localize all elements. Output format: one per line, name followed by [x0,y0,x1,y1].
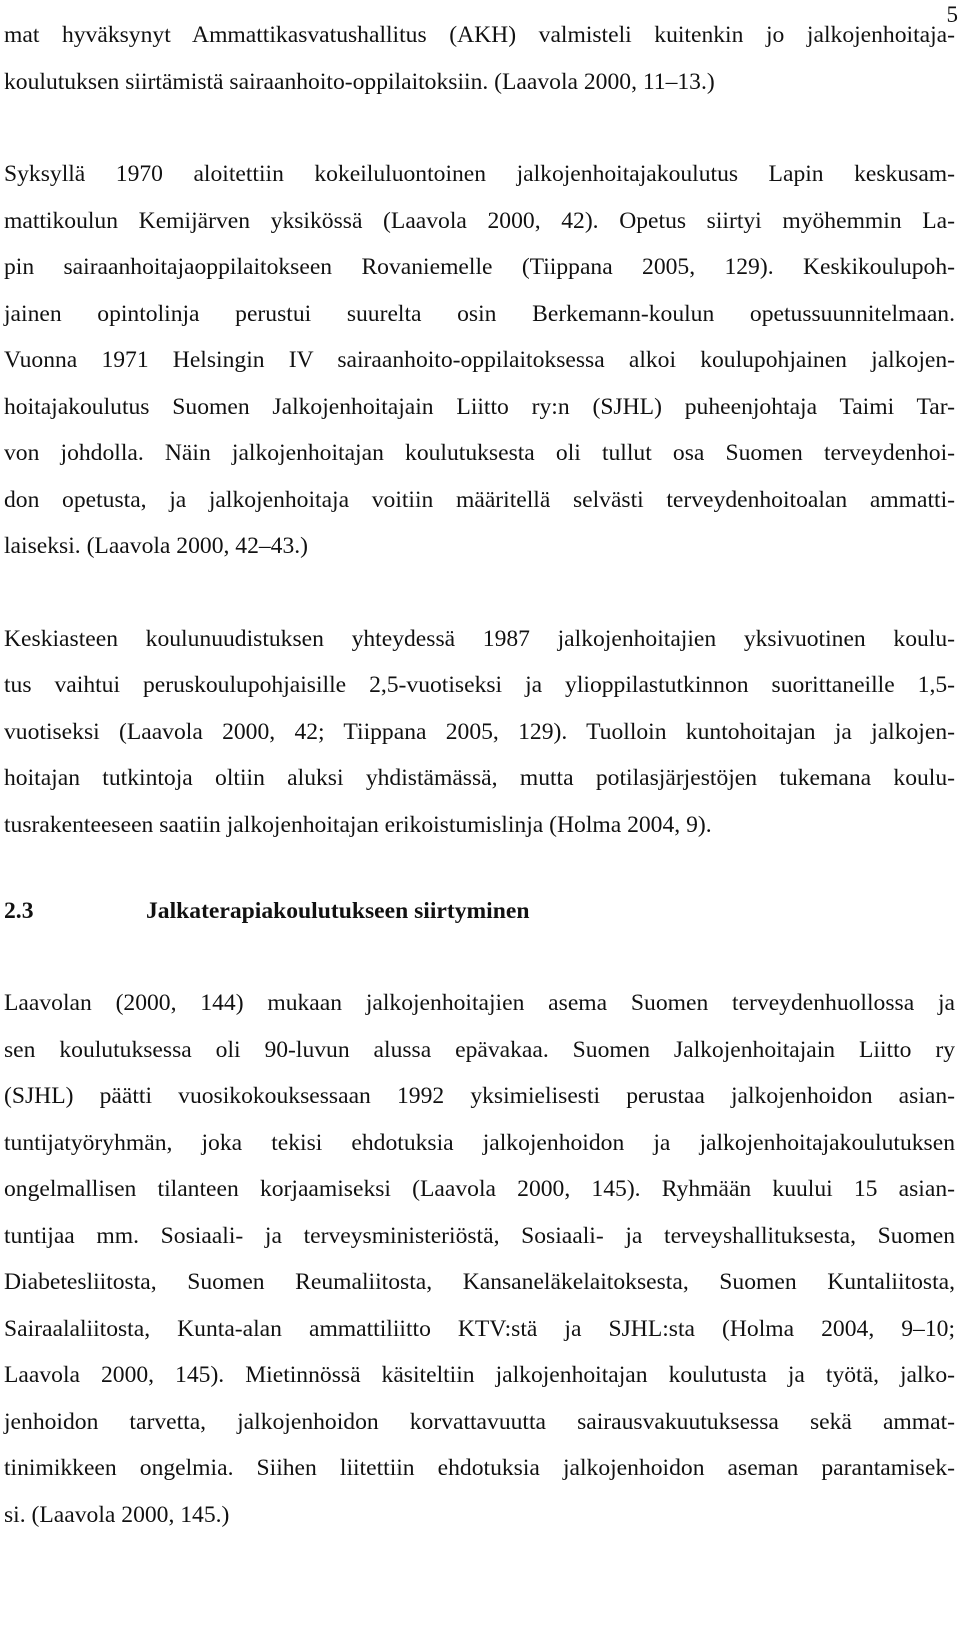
text-line: mat hyväksynyt Ammattikasvatushallitus (AKH) valmisteli kuitenkin jo jalkojenhoitaja- [4,22,955,48]
text-line: (SJHL) päätti vuosikokouksessaan 1992 yksimielisesti perustaa jalkojenhoidon asian- [4,1083,955,1109]
paragraph-lapin-koulutus [4,151,955,570]
section-title: Jalkaterapiakoulutukseen siirtyminen [146,898,530,924]
text-line: don opetusta, ja jalkojenhoitaja voitiin määritellä selvästi terveydenhoitoalan ammatti- [4,486,955,513]
text-line: Diabetesliitosta, Suomen Reumaliitosta, Kansaneläkelaitoksesta, Suomen Kuntaliitosta, [4,1269,955,1295]
text-line: hoitajan tutkintoja oltiin aluksi yhdistämässä, mutta potilasjärjestöjen tukemana koulu- [4,765,955,791]
text-line: mattikoulun Kemijärven yksikössä (Laavola 2000, 42). Opetus siirtyi myöhemmin La- [4,207,955,234]
paragraph-continuation [4,12,955,105]
text-line: vuotiseksi (Laavola 2000, 42; Tiippana 2005, 129). Tuolloin kuntohoitajan ja jalkojen- [4,718,955,745]
page-number: 5 [946,2,958,27]
text-line: Laavolan (2000, 144) mukaan jalkojenhoitajien asema Suomen terveydenhuollossa ja [4,990,955,1016]
text-line: sen koulutuksessa oli 90-luvun alussa epävakaa. Suomen Jalkojenhoitajain Liitto ry [4,1036,955,1063]
text-line: tuntijatyöryhmän, joka tekisi ehdotuksia jalkojenhoidon ja jalkojenhoitajakoulutuksen [4,1129,955,1156]
text-line: tuntijaa mm. Sosiaali- ja terveysministeriöstä, Sosiaali- ja terveyshallituksesta, Suomen [4,1222,955,1249]
text-line: tusrakenteeseen saatiin jalkojenhoitajan erikoistumislinja (Holma 2004, 9). [4,811,712,838]
text-line: koulutuksen siirtämistä sairaanhoito-oppilaitoksiin. (Laavola 2000, 11–13.) [4,68,715,95]
text-line: pin sairaanhoitajaoppilaitokseen Rovaniemelle (Tiippana 2005, 129). Keskikoulupoh- [4,254,955,280]
text-line: von johdolla. Näin jalkojenhoitajan koulutuksesta oli tullut osa Suomen terveydenhoi- [4,440,955,466]
text-line: Keskiasteen koulunuudistuksen yhteydessä 1987 jalkojenhoitajien yksivuotinen koulu- [4,625,955,652]
text-line: tus vaihtui peruskoulupohjaisille 2,5-vuotiseksi ja ylioppilastutkinnon suorittaneille 1,5- [4,672,955,698]
section-number: 2.3 [4,898,34,924]
paragraph-asiantuntijatyoryhma [4,980,955,1538]
text-line: laiseksi. (Laavola 2000, 42–43.) [4,533,309,559]
document-body [4,12,955,1538]
text-line: Laavola 2000, 145). Mietinnössä käsiteltiin jalkojenhoitajan koulutusta ja työtä, jalko- [4,1362,955,1388]
text-line: ongelmallisen tilanteen korjaamiseksi (Laavola 2000, 145). Ryhmään kuului 15 asian- [4,1176,955,1202]
paragraph-keskiasteen-uudistus [4,616,955,849]
text-line: jainen opintolinja perustui suurelta osin Berkemann-koulun opetussuunnitelmaan. [4,300,955,327]
text-line: hoitajakoulutus Suomen Jalkojenhoitajain Liitto ry:n (SJHL) puheenjohtaja Taimi Tar- [4,393,955,420]
text-line: si. (Laavola 2000, 145.) [4,1501,230,1528]
section-heading [4,888,955,934]
text-line: Sairaalaliitosta, Kunta-alan ammattiliitto KTV:stä ja SJHL:sta (Holma 2004, 9–10; [4,1315,955,1342]
text-line: jenhoidon tarvetta, jalkojenhoidon korvattavuutta sairausvakuutuksessa sekä ammat- [4,1408,955,1435]
text-line: Vuonna 1971 Helsingin IV sairaanhoito-oppilaitoksessa alkoi koulupohjainen jalkojen- [4,347,955,373]
text-line: Syksyllä 1970 aloitettiin kokeiluluontoinen jalkojenhoitajakoulutus Lapin keskusam- [4,161,955,187]
text-line: tinimikkeen ongelmia. Siihen liitettiin ehdotuksia jalkojenhoidon aseman parantamisek- [4,1455,955,1481]
